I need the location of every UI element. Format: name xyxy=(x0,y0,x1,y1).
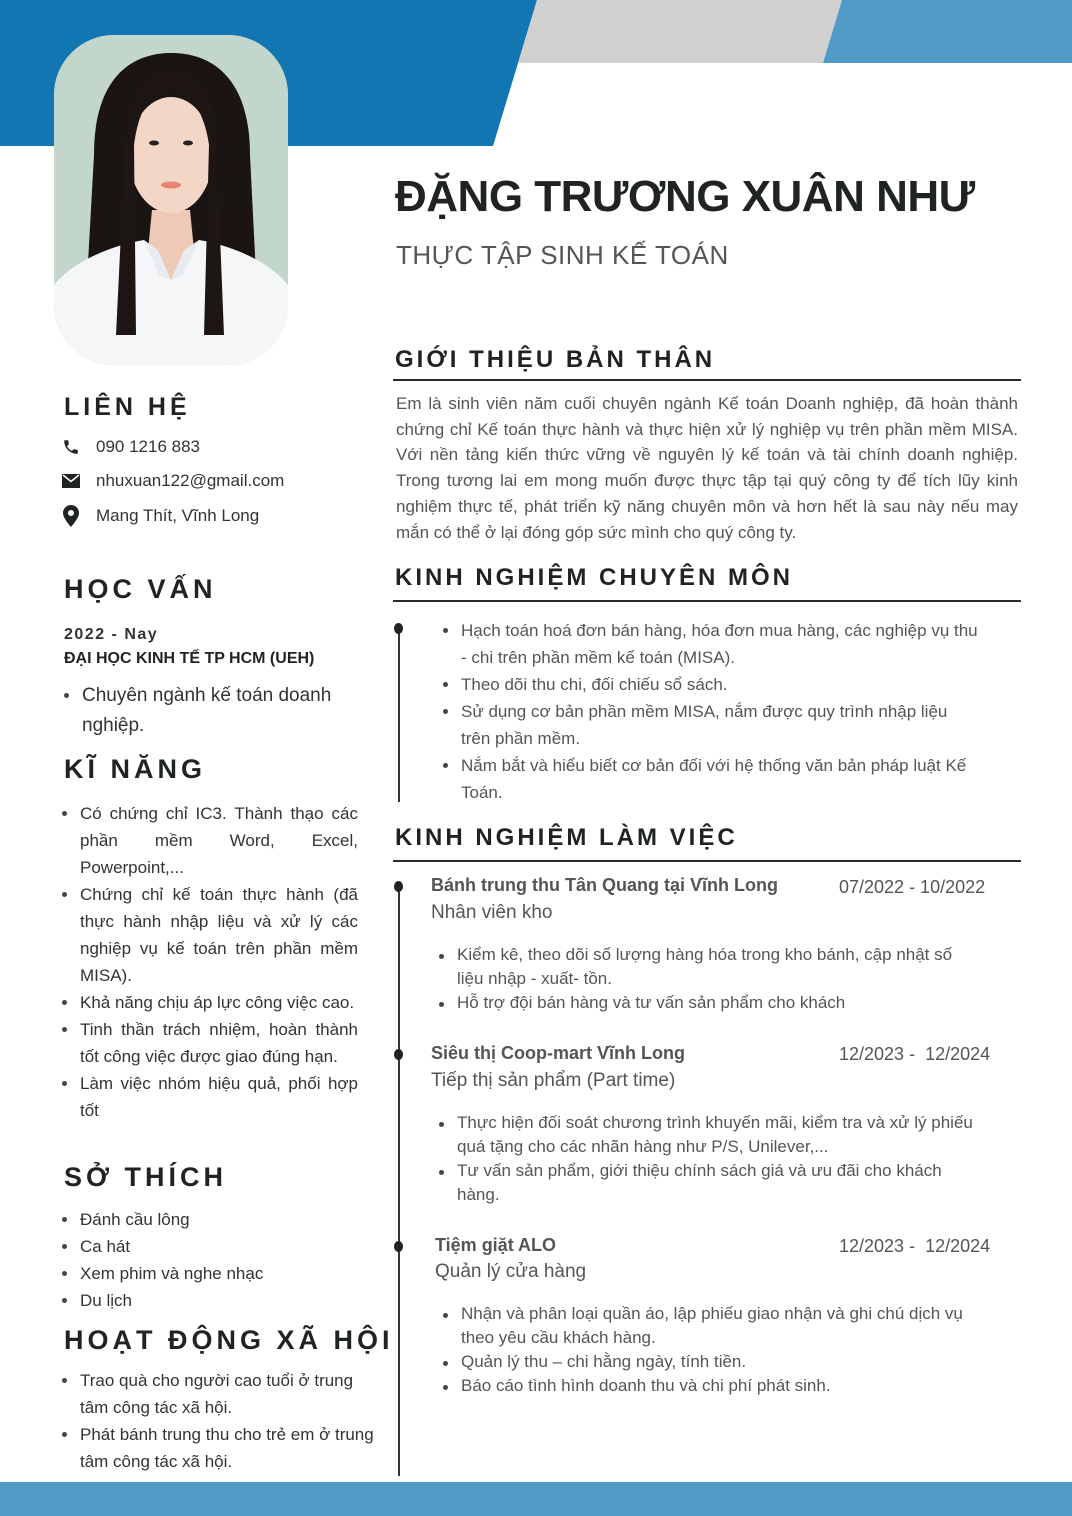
education-school: ĐẠI HỌC KINH TẾ TP HCM (UEH) xyxy=(64,650,315,667)
timeline-node xyxy=(394,881,403,892)
profile-photo xyxy=(54,35,288,365)
social-heading: HOẠT ĐỘNG XÃ HỘI xyxy=(64,1325,394,1355)
phone-icon xyxy=(60,436,82,458)
education-list xyxy=(62,681,352,741)
professional-item: Theo dõi thu chi, đối chiếu sổ sách. xyxy=(441,671,981,698)
job-role: Quản lý cửa hàng xyxy=(435,1261,587,1282)
skill-item: Khả năng chịu áp lực công việc cao. xyxy=(60,989,358,1016)
contact-email-text[interactable]: nhuxuan122@gmail.com xyxy=(96,471,285,490)
education-years: 2022 - Nay xyxy=(64,626,159,643)
job-duties xyxy=(441,1302,981,1398)
footer-band xyxy=(0,1482,1072,1516)
timeline-node xyxy=(394,1049,403,1060)
professional-heading: KINH NGHIỆM CHUYÊN MÔN xyxy=(395,564,794,591)
job-duty: Báo cáo tình hình doanh thu và chi phí phát sinh. xyxy=(441,1374,981,1398)
job-duty: Hỗ trợ đội bán hàng và tư vấn sản phẩm cho khách xyxy=(437,991,977,1015)
contact-address xyxy=(60,503,259,529)
contact-phone-text[interactable]: 090 1216 883 xyxy=(96,437,200,456)
social-list xyxy=(60,1367,380,1475)
job-duties xyxy=(437,943,977,1015)
professional-rule xyxy=(393,600,1021,602)
professional-item: Hạch toán hoá đơn bán hàng, hóa đơn mua hàng, các nghiệp vụ thu - chi trên phần mềm kế toán (MISA). xyxy=(441,617,981,671)
professional-item: Sử dụng cơ bản phần mềm MISA, nắm được quy trình nhập liệu trên phần mềm. xyxy=(441,698,981,752)
job-duty: Kiểm kê, theo dõi số lượng hàng hóa trong kho bánh, cập nhật số liệu nhập - xuất- tồn. xyxy=(437,943,977,991)
job-date: 07/2022 - 10/2022 xyxy=(839,877,986,897)
skill-item: Chứng chỉ kế toán thực hành (đã thực hành nhập liệu và xử lý các nghiệp vụ kế toán trên phần mềm MISA). xyxy=(60,881,358,989)
job-duty: Tư vấn sản phẩm, giới thiệu chính sách giá và ưu đãi cho khách hàng. xyxy=(437,1159,977,1207)
mail-icon xyxy=(60,470,82,492)
hobby-item: Xem phim và nghe nhạc xyxy=(60,1260,358,1287)
timeline-node xyxy=(394,623,403,634)
candidate-name: ĐẶNG TRƯƠNG XUÂN NHƯ xyxy=(395,172,975,221)
job-duty: Quản lý thu – chi hằng ngày, tính tiền. xyxy=(441,1350,981,1374)
job-date: 12/2023 - 12/2024 xyxy=(839,1044,991,1064)
job-role: Nhân viên kho xyxy=(431,902,553,923)
job-company: Bánh trung thu Tân Quang tại Vĩnh Long xyxy=(431,875,778,895)
contact-email xyxy=(60,468,284,494)
hobby-item: Du lịch xyxy=(60,1287,358,1314)
portrait-illustration xyxy=(54,35,288,365)
intro-text: Em là sinh viên năm cuối chuyên ngành Kế toán Doanh nghiệp, đã hoàn thành chứng chỉ Kế toán thực hành và thực hiện xử lý nghiệp vụ trên phần mềm MISA. Với nền tảng kiến thức vững về nguyên lý kế toán và tài chính doanh nghiệp. Trong tương lai em mong muốn được thực tập tại quý công ty để tích lũy kinh nghiệm thực tế, phát triển kỹ năng chuyên môn và hơn hết là sau này nếu may mắn có thể ở lại đóng góp sức mình cho quý công ty. xyxy=(396,394,1018,542)
contact-address-text: Mang Thít, Vĩnh Long xyxy=(96,506,260,525)
work-timeline xyxy=(398,886,400,1476)
skills-list xyxy=(60,800,358,1124)
header-band-lightblue xyxy=(823,0,1072,63)
location-pin-icon xyxy=(60,505,82,527)
job-company: Siêu thị Coop-mart Vĩnh Long xyxy=(431,1043,685,1063)
candidate-role: THỰC TẬP SINH KẾ TOÁN xyxy=(396,240,729,270)
hobbies-heading: SỞ THÍCH xyxy=(64,1162,228,1192)
hobby-item: Đánh cầu lông xyxy=(60,1206,358,1233)
hobbies-list xyxy=(60,1206,358,1314)
social-item: Trao quà cho người cao tuổi ở trung tâm công tác xã hội. xyxy=(60,1367,380,1421)
intro-heading: GIỚI THIỆU BẢN THÂN xyxy=(395,346,716,373)
skill-item: Tinh thần trách nhiệm, hoàn thành tốt công việc được giao đúng hạn. xyxy=(60,1016,358,1070)
job-duty: Thực hiện đối soát chương trình khuyến mãi, kiểm tra và xử lý phiếu quá tặng cho các nhãn hàng như P/S, Unilever,... xyxy=(437,1111,977,1159)
education-item: Chuyên ngành kế toán doanh nghiệp. xyxy=(62,681,352,741)
work-heading: KINH NGHIỆM LÀM VIỆC xyxy=(395,824,738,851)
header-band-grey xyxy=(518,0,842,63)
job-duties xyxy=(437,1111,977,1207)
job-duty: Nhận và phân loại quần áo, lập phiếu giao nhận và ghi chú dịch vụ theo yêu cầu khách hàng. xyxy=(441,1302,981,1350)
professional-list xyxy=(441,617,981,806)
professional-item: Nắm bắt và hiểu biết cơ bản đối với hệ thống văn bản pháp luật Kế Toán. xyxy=(441,752,981,806)
professional-timeline xyxy=(398,628,400,802)
work-rule xyxy=(393,860,1021,862)
education-heading: HỌC VẤN xyxy=(64,574,217,604)
contact-heading: LIÊN HỆ xyxy=(64,393,191,421)
job-company: Tiệm giặt ALO xyxy=(435,1235,557,1255)
job-role: Tiếp thị sản phẩm (Part time) xyxy=(431,1070,676,1091)
intro-rule xyxy=(393,379,1021,381)
social-item: Phát bánh trung thu cho trẻ em ở trung tâm công tác xã hội. xyxy=(60,1421,380,1475)
skill-item: Có chứng chỉ IC3. Thành thạo các phần mềm Word, Excel, Powerpoint,... xyxy=(60,800,358,881)
timeline-node xyxy=(394,1241,403,1252)
hobby-item: Ca hát xyxy=(60,1233,358,1260)
contact-phone xyxy=(60,434,200,460)
skills-heading: KĨ NĂNG xyxy=(64,754,206,784)
job-date: 12/2023 - 12/2024 xyxy=(839,1236,991,1256)
skill-item: Làm việc nhóm hiệu quả, phối hợp tốt xyxy=(60,1070,358,1124)
